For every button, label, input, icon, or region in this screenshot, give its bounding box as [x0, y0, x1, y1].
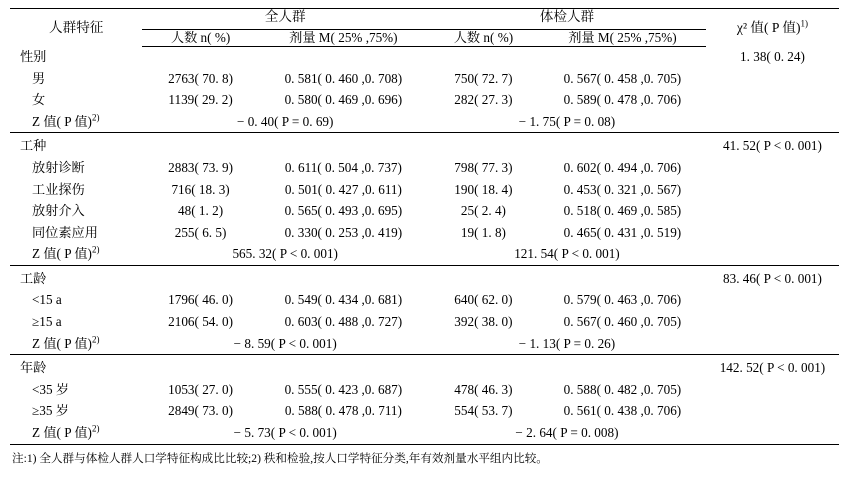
- table-row-z: [10, 333, 839, 355]
- cell-n-checkup: [428, 265, 539, 289]
- cell-n-all: [142, 46, 258, 68]
- header-n-all: 人数 n( %): [142, 30, 258, 46]
- cell-n-all: [142, 133, 258, 157]
- table-row: [10, 311, 839, 333]
- cell-dose-all: [259, 46, 428, 68]
- cell-n-checkup: [428, 355, 539, 379]
- cell-chi-square: [706, 157, 839, 179]
- table-row-z: [10, 243, 839, 265]
- cell-dose-checkup: 0. 579( 0. 463 ,0. 706): [563, 292, 682, 308]
- cell-n-checkup: 640( 62. 0): [454, 292, 513, 308]
- cell-dose-all: [259, 265, 428, 289]
- section-title: 年龄: [10, 355, 142, 379]
- header-group-all-label: 全人群: [142, 9, 428, 30]
- row-label-z: [10, 333, 142, 355]
- z-label-sup: 2): [91, 112, 100, 123]
- table-row: [10, 133, 839, 157]
- section-title: 性别: [20, 49, 47, 65]
- cell-dose-all: 0. 555( 0. 423 ,0. 687): [284, 381, 403, 397]
- table-row: [10, 179, 839, 201]
- cell-chi-square: [706, 89, 839, 111]
- cell-n-all: 2849( 73. 0): [168, 403, 233, 419]
- cell-n-all: 48( 1. 2): [178, 203, 224, 219]
- header-n-checkup: 人数 n( %): [428, 30, 539, 46]
- cell-dose-all: 0. 549( 0. 434 ,0. 681): [284, 292, 403, 308]
- table-header-row-1: [10, 9, 839, 31]
- cell-dose-all: 0. 565( 0. 493 ,0. 695): [284, 203, 403, 219]
- row-label-z: [10, 243, 142, 265]
- table-footnote: 注:1) 全人群与体检人群人口学特征构成比比较;2) 秩和检验,按人口学特征分类,年有效剂量水平组内比较。: [12, 451, 548, 465]
- row-label: 男: [32, 70, 46, 86]
- statistics-table: [10, 8, 839, 445]
- z-label-sup: 2): [91, 244, 100, 255]
- table-row: [10, 46, 839, 68]
- cell-n-checkup: 282( 27. 3): [454, 92, 513, 108]
- cell-dose-checkup: 0. 561( 0. 438 ,0. 706): [563, 403, 682, 419]
- row-label-z: [10, 111, 142, 133]
- header-chi-square: [706, 9, 839, 47]
- cell-n-checkup: 478( 46. 3): [454, 381, 513, 397]
- cell-n-checkup: 798( 77. 3): [454, 160, 513, 175]
- cell-dose-checkup: [539, 265, 706, 289]
- cell-n-all: [142, 355, 258, 379]
- cell-dose-all: 0. 588( 0. 478 ,0. 711): [284, 403, 402, 419]
- header-chi-square-sup: 1): [800, 18, 809, 28]
- cell-chi-square: [706, 200, 839, 222]
- cell-n-all: 255( 6. 5): [174, 224, 227, 240]
- row-label: 工业探伤: [32, 181, 85, 197]
- cell-z-checkup: − 1. 75( P = 0. 08): [518, 113, 616, 129]
- header-group-checkup-label: 体检人群: [428, 9, 706, 30]
- z-label-text: Z 值( P 值): [32, 246, 92, 262]
- cell-n-checkup: 19( 1. 8): [460, 224, 506, 240]
- cell-dose-checkup: 0. 567( 0. 458 ,0. 705): [563, 70, 682, 86]
- row-label: ≥35 岁: [32, 403, 69, 419]
- header-feature: 人群特征: [10, 9, 142, 47]
- cell-chi-square: [706, 222, 839, 244]
- cell-dose-all: 0. 611( 0. 504 ,0. 737): [284, 160, 402, 175]
- cell-chi-square: 142. 52( P < 0. 001): [706, 355, 839, 379]
- cell-chi-square: [706, 333, 839, 355]
- cell-n-all: 1139( 29. 2): [168, 92, 233, 108]
- cell-dose-checkup: 0. 588( 0. 482 ,0. 705): [563, 381, 682, 397]
- table-row: [10, 222, 839, 244]
- cell-n-all: 2883( 73. 9): [168, 160, 233, 175]
- cell-dose-all: [259, 355, 428, 379]
- cell-dose-checkup: 0. 453( 0. 321 ,0. 567): [563, 181, 682, 197]
- cell-chi-square: [706, 179, 839, 201]
- z-label-sup: 2): [91, 334, 100, 345]
- cell-dose-all: 0. 330( 0. 253 ,0. 419): [284, 224, 403, 240]
- cell-dose-checkup: [539, 46, 706, 68]
- cell-chi-square: 41. 52( P < 0. 001): [706, 133, 839, 157]
- cell-dose-all: 0. 581( 0. 460 ,0. 708): [284, 70, 403, 86]
- table-row: [10, 89, 839, 111]
- header-group-all: [142, 9, 428, 31]
- cell-dose-checkup: 0. 567( 0. 460 ,0. 705): [563, 314, 682, 330]
- cell-chi-square: [706, 422, 839, 444]
- z-label-sup: 2): [91, 423, 100, 434]
- cell-n-all: 2763( 70. 8): [168, 70, 233, 86]
- cell-dose-checkup: 0. 589( 0. 478 ,0. 706): [563, 92, 682, 108]
- table-row: [10, 68, 839, 90]
- cell-z-checkup: − 1. 13( P = 0. 26): [518, 335, 616, 351]
- row-label: 放射介入: [32, 203, 85, 219]
- cell-dose-checkup: [539, 355, 706, 379]
- row-label-z: [10, 422, 142, 444]
- section-title: 工种: [10, 133, 142, 157]
- cell-n-checkup: 392( 38. 0): [454, 314, 513, 330]
- cell-dose-checkup: [539, 133, 706, 157]
- row-label: 女: [32, 92, 46, 108]
- table-row: [10, 200, 839, 222]
- row-label: 放射诊断: [32, 160, 85, 175]
- cell-chi-square: [706, 111, 839, 133]
- cell-chi-square: [706, 68, 839, 90]
- cell-chi-square: [706, 400, 839, 422]
- cell-n-all: [142, 265, 258, 289]
- cell-z-checkup: − 2. 64( P = 0. 008): [428, 422, 706, 444]
- table-row: [10, 400, 839, 422]
- cell-z-checkup: 121. 54( P < 0. 001): [514, 246, 620, 262]
- cell-chi-square: [706, 243, 839, 265]
- cell-chi-square: [706, 311, 839, 333]
- cell-n-all: 1796( 46. 0): [168, 292, 233, 308]
- cell-dose-checkup: 0. 518( 0. 469 ,0. 585): [563, 203, 682, 219]
- cell-chi-square: [706, 289, 839, 311]
- table-row: [10, 379, 839, 401]
- cell-z-all: − 8. 59( P < 0. 001): [233, 335, 337, 351]
- cell-dose-all: 0. 603( 0. 488 ,0. 727): [284, 314, 403, 330]
- cell-n-checkup: 25( 2. 4): [460, 203, 506, 219]
- cell-dose-all: 0. 580( 0. 469 ,0. 696): [284, 92, 403, 108]
- header-dose-all: 剂量 M( 25% ,75%): [259, 30, 428, 46]
- row-label: ≥15 a: [32, 314, 62, 330]
- table-row: [10, 289, 839, 311]
- cell-n-all: 716( 18. 3): [171, 181, 230, 197]
- cell-z-all: − 0. 40( P = 0. 69): [236, 113, 334, 129]
- cell-z-all: 565. 32( P < 0. 001): [232, 246, 338, 262]
- row-label: <35 岁: [32, 381, 70, 397]
- cell-n-all: 1053( 27. 0): [168, 381, 233, 397]
- cell-n-checkup: 190( 18. 4): [454, 181, 513, 197]
- table-row-z: [10, 422, 839, 444]
- cell-dose-all: 0. 501( 0. 427 ,0. 611): [284, 181, 402, 197]
- cell-chi-square: 83. 46( P < 0. 001): [706, 265, 839, 289]
- cell-dose-all: [259, 133, 428, 157]
- cell-n-all: 2106( 54. 0): [168, 314, 233, 330]
- z-label-text: Z 值( P 值): [32, 113, 92, 129]
- header-chi-square-label: χ² 值( P 值): [736, 19, 801, 35]
- table-row: [10, 157, 839, 179]
- section-title: 工龄: [10, 265, 142, 289]
- cell-dose-checkup: 0. 465( 0. 431 ,0. 519): [563, 224, 682, 240]
- cell-n-checkup: [428, 46, 539, 68]
- cell-n-checkup: 750( 72. 7): [454, 70, 513, 86]
- cell-n-checkup: 554( 53. 7): [454, 403, 513, 419]
- table-row: [10, 355, 839, 379]
- cell-z-all: − 5. 73( P < 0. 001): [142, 422, 428, 444]
- row-label: 同位素应用: [32, 224, 98, 240]
- cell-n-checkup: [428, 133, 539, 157]
- z-label-text: Z 值( P 值): [32, 424, 92, 440]
- header-group-checkup: [428, 9, 706, 31]
- cell-chi-square: 1. 38( 0. 24): [740, 49, 805, 65]
- header-dose-checkup: 剂量 M( 25% ,75%): [539, 30, 706, 46]
- z-label-text: Z 值( P 值): [32, 335, 92, 351]
- table-row-z: [10, 111, 839, 133]
- cell-chi-square: [706, 379, 839, 401]
- cell-dose-checkup: 0. 602( 0. 494 ,0. 706): [563, 160, 682, 175]
- row-label: <15 a: [32, 292, 62, 308]
- table-row: [10, 265, 839, 289]
